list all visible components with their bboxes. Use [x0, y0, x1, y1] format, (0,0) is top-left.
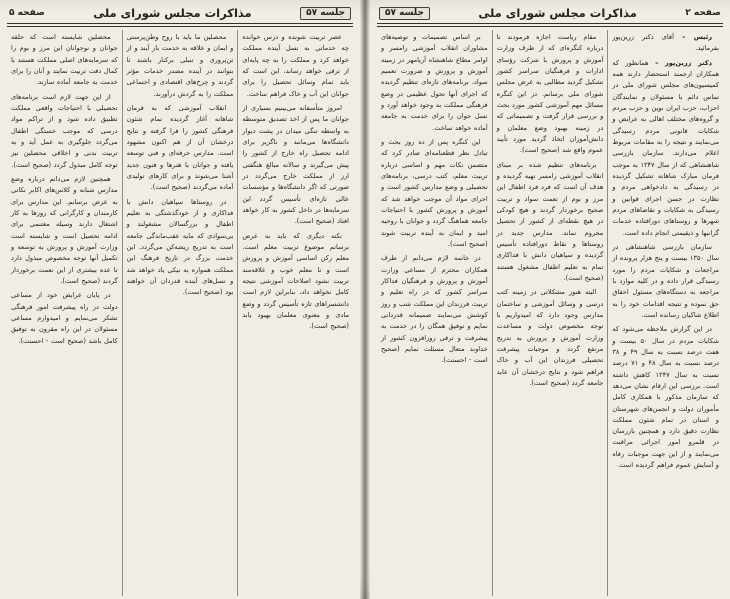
paragraph: بر اساس تصمیمات و توصیه‌های مشاوران انقلاب آموزشی رامسر و اوامر مطاع شاهنشاه آریامهر در زمینه آموزش و پرورش و ضرورت تعمیم سواد، برنامه‌های تازه‌ای تنظیم گردیده که اجرای آنها تحول عظیمی در وضع فرهنگی مملکت به وجود خواهد آورد و نسل جوان را برای خدمت به جامعه آماده خواهد ساخت. — [380, 33, 488, 132]
paragraph: محصلین ما باید با روح وطن‌پرستی و ایمان و علاقه به خدمت بار آیند و از تن‌پروری و تنبلی برکنار باشند تا بتوانند در آینده مصدر خدمات مؤثر گردند و چرخ‌های اقتصادی و اجتماعی مملکت را به گردش درآورند. — [126, 33, 234, 98]
text-column — [123, 30, 239, 596]
paragraph: عصر تربیت شونده و درس خوانده چه خدماتی به نسل آینده مملکت خواهد کرد و مملکت را به چه پایه‌ای از ترقی خواهد رساند، این است که باید تمام وسائل تحصیل را برای جوانان این آب و خاک فراهم ساخت. — [242, 33, 349, 98]
page-left-columns — [7, 30, 353, 596]
paragraph: انقلاب آموزشی که به فرمان شاهانه آغاز گردیده تمام شئون فرهنگی کشور را فرا گرفته و نتایج درخشان آن از هم اکنون مشهود است. مدارس حرفه‌ای و فنی توسعه یافته و جوانان با هنرها و فنون جدید آشنا می‌شوند و برای کارهای تولیدی آماده می‌گردند (صحیح است). — [126, 103, 234, 192]
session-number: جلسه ۵۷ — [300, 7, 351, 20]
page-left-header — [7, 5, 353, 22]
paragraph: امروز متأسفانه می‌بینیم بسیاری از جوانان ما پس از اخذ تصدیق متوسطه به واسطه تنگی میدان در پشت دیوار دانشگاه‌ها می‌مانند و ناگزیر برای ادامه تحصیل راه خارج از کشور را پیش می‌گیرند و سالانه مبالغ هنگفتی ارز از مملکت خارج می‌گردد در صورتی که اگر دانشگاه‌ها و مؤسسات عالی تازه‌ای تأسیس گردد این سرمایه‌ها در داخل کشور به کار خواهد افتاد (صحیح است). — [242, 103, 349, 226]
paragraph: در پایان عرایض خود از مساعی دولت در راه پیشرفت امور فرهنگی تشکر می‌نمایم و امیدوارم مساعی مسئولان در این راه مقرون به توفیق کامل باشد (صحیح است - احسنت). — [10, 291, 118, 345]
paragraph: از این جهت لازم است برنامه‌های تحصیلی با احتیاجات واقعی مملکت تطبیق داده شود و از تراکم مواد درسی که موجب خستگی اطفال می‌گردد جلوگیری به عمل آید و به تربیت بدنی و اخلاقی محصلین نیز توجه کامل مبذول گردد (صحیح است). — [10, 92, 118, 169]
page-right — [370, 0, 730, 599]
text-column — [608, 30, 723, 596]
page-right-header — [377, 5, 723, 22]
page-number: صفحه ۵ — [9, 8, 45, 18]
paragraph: رئیس – آقای دکتر زرین‌پور بفرمائید. — [612, 33, 719, 53]
paragraph: برنامه‌های تنظیم شده بر مبنای انقلاب آموزشی رامسر تهیه گردیده و هدف آن است که فرد فرد اطفال این مرز و بوم از نعمت سواد و تربیت صحیح برخوردار گردند و هیچ کودکی در هیچ نقطه‌ای از کشور از تحصیل محروم نماند. مدارس جدید در روستاها و نقاط دورافتاده تأسیس گردیده و سپاهیان دانش با فداکاری تمام به تعلیم اطفال مشغول هستند (صحیح است). — [496, 160, 604, 282]
paragraph: سازمان بازرسی شاهنشاهی در سال ۱۳۵۰ بیست و پنج هزار پرونده از مراجعات و شکایات مردم را مورد رسیدگی قرار داده و در کلیه موارد با مراجعه به دستگاه‌های مسئول احقاق حق نموده و نتیجه اقدامات خود را به اطلاع شاکیان رسانده است. — [612, 242, 719, 319]
header-rule — [377, 23, 723, 27]
text-column — [7, 30, 123, 596]
session-number: جلسه ۵۷ — [379, 7, 430, 20]
paragraph: در خاتمه لازم می‌دانم از طرف همکاران محترم از مساعی وزارت آموزش و پرورش و فرهنگیان فداکار سراسر کشور که در راه تعلیم و تربیت فرزندان این مملکت شب و روز کوشش می‌نمایند صمیمانه قدردانی نمایم و توفیق همگان را در خدمت به پیشرفت و ترقی روزافزون کشور از خداوند متعال مسئلت نمایم (صحیح است - احسنت). — [380, 254, 488, 365]
page-left — [0, 0, 360, 599]
speaker-name: دکتر زرین‌پور – — [648, 58, 713, 67]
paragraph: دکتر زرین‌پور – همانطور که همکاران ارجمند استحضار دارند همه کمیسیون‌های مجلس شورای ملی در تماس دائم با مسئولان و نمایندگان احزاب، حزب ایران نوین و حزب مردم و گروه‌های مختلف اهالی به عرایض و شکایات قانونی مردم رسیدگی می‌نمایند و نتیجه را به مقامات مربوط اعلام می‌دارند. سازمان بازرسی شاهنشاهی که از سال ۱۳۴۷ به موجب فرمان مبارک شاهانه تشکیل گردیده در رسیدگی به دادخواهی مردم و نظارت در حسن اجرای قوانین و رسیدگی به شکایات و تقاضاهای مردم شهرها و روستاهای دورافتاده خدمات گرانبها و ذیقیمتی انجام داده است. — [612, 58, 719, 237]
paragraph: البته هنوز مشکلاتی در زمینه کتب درسی و وسائل آموزشی و ساختمان مدارس وجود دارد که امیدواریم با توجه مخصوص دولت و مساعدت وزارت آموزش و پرورش به تدریج مرتفع گردد و موجبات پیشرفت تحصیلی فرزندان این آب و خاک فراهم شود و نتایج درخشان آن عاید جامعه گردد (صحیح است). — [496, 288, 604, 387]
paragraph: مقام ریاست اجازه فرمودند تا درباره کنگره‌ای که از طرف وزارت آموزش و پرورش با شرکت رؤسای ادارات و فرهنگیان سراسر کشور تشکیل گردید مطالبی به عرض مجلس شورای ملی برسانم. در این کنگره مسائل مهم آموزشی کشور مورد بحث و بررسی قرار گرفت و تصمیماتی که در زمینه بهبود وضع معلمان و دانش‌آموزان اتخاذ گردید مورد تأیید عموم واقع شد (صحیح است). — [496, 33, 604, 155]
book-spine — [360, 0, 370, 599]
paragraph: نکته دیگری که باید به عرض برسانم موضوع تربیت معلم است. معلم رکن اساسی آموزش و پرورش است و تا معلم خوب و علاقه‌مند تربیت نشود اصلاحات آموزشی نتیجه کامل نخواهد داد، بنابراین لازم است دانشسراهای تازه تأسیس گردد و وضع مادی و معنوی معلمان بهبود یابد (صحیح است). — [242, 231, 349, 331]
text-column — [238, 30, 353, 596]
paragraph: در روستاها سپاهیان دانش با فداکاری و از خودگذشتگی به تعلیم اطفال و بزرگسالان مشغولند و بی‌سوادی که مایه عقب‌ماندگی جامعه است به تدریج ریشه‌کن می‌گردد. این خدمت بزرگ در تاریخ فرهنگ این مملکت همواره به نیکی یاد خواهد شد و نسل‌های آینده قدردان آن خواهند بود (صحیح است). — [126, 197, 234, 297]
paragraph: محصلین شایسته است که حلقه جوانان و نوجوانان این مرز و بوم را که سرمایه‌های اصلی مملکت هستند با کمال دقت تربیت نمایند و آنان را برای خدمت به جامعه آماده سازند. — [10, 33, 118, 87]
header-rule — [7, 23, 353, 27]
text-column — [377, 30, 493, 596]
page-number: صفحه ۲ — [685, 8, 721, 18]
page-right-columns — [377, 30, 723, 596]
paragraph: این کنگره پس از ده روز بحث و تبادل نظر قطعنامه‌ای صادر کرد که متضمن نکات مهم و اساسی درباره تربیت معلم، کتب درسی، برنامه‌های تحصیلی و وضع مدارس کشور است و اجرای مواد آن موجب خواهد شد که آموزش و پرورش کشور با احتیاجات جامعه هماهنگ گردد و جوانان با روحیه امید و ایمان به آینده تربیت شوند (صحیح است). — [380, 137, 488, 248]
page-title: مذاکرات مجلس شورای ملی — [478, 6, 637, 20]
text-column — [493, 30, 609, 596]
paragraph: در این گزارش ملاحظه می‌شود که شکایات مردم در سال ۵۰ بیست و هفت درصد نسبت به سال ۴۹ و ۳۸ درصد نسبت به سال ۴۸ و ۷۱ درصد نسبت به سال ۱۳۴۷ کاهش داشته است. بررسی این ارقام نشان می‌دهد که سازمان مذکور با همکاری کامل مأموران دولت و انجمن‌های شهرستان و استان در تمام شئون مملکت نظارت دقیق دارد و همچنین بازرسان در قلمرو امور اجرائی مراقبت می‌نمایند و از این جهت موجبات رفاه و آسایش عموم فراهم گردیده است. — [612, 325, 719, 470]
paragraph: همچنین لازم می‌دانم درباره وضع مدارس شبانه و کلاس‌های اکابر نکاتی به عرض برسانم. این مدارس برای کارمندان و کارگرانی که روزها به کار اشتغال دارند وسیله مغتنمی برای ادامه تحصیل است و شایسته است وزارت آموزش و پرورش به توسعه و تکمیل آنها توجه مخصوص مبذول دارد تا عده بیشتری از این نعمت برخوردار گردند (صحیح است). — [10, 174, 118, 285]
page-title: مذاکرات مجلس شورای ملی — [93, 6, 252, 20]
speaker-name: رئیس – — [673, 33, 712, 41]
